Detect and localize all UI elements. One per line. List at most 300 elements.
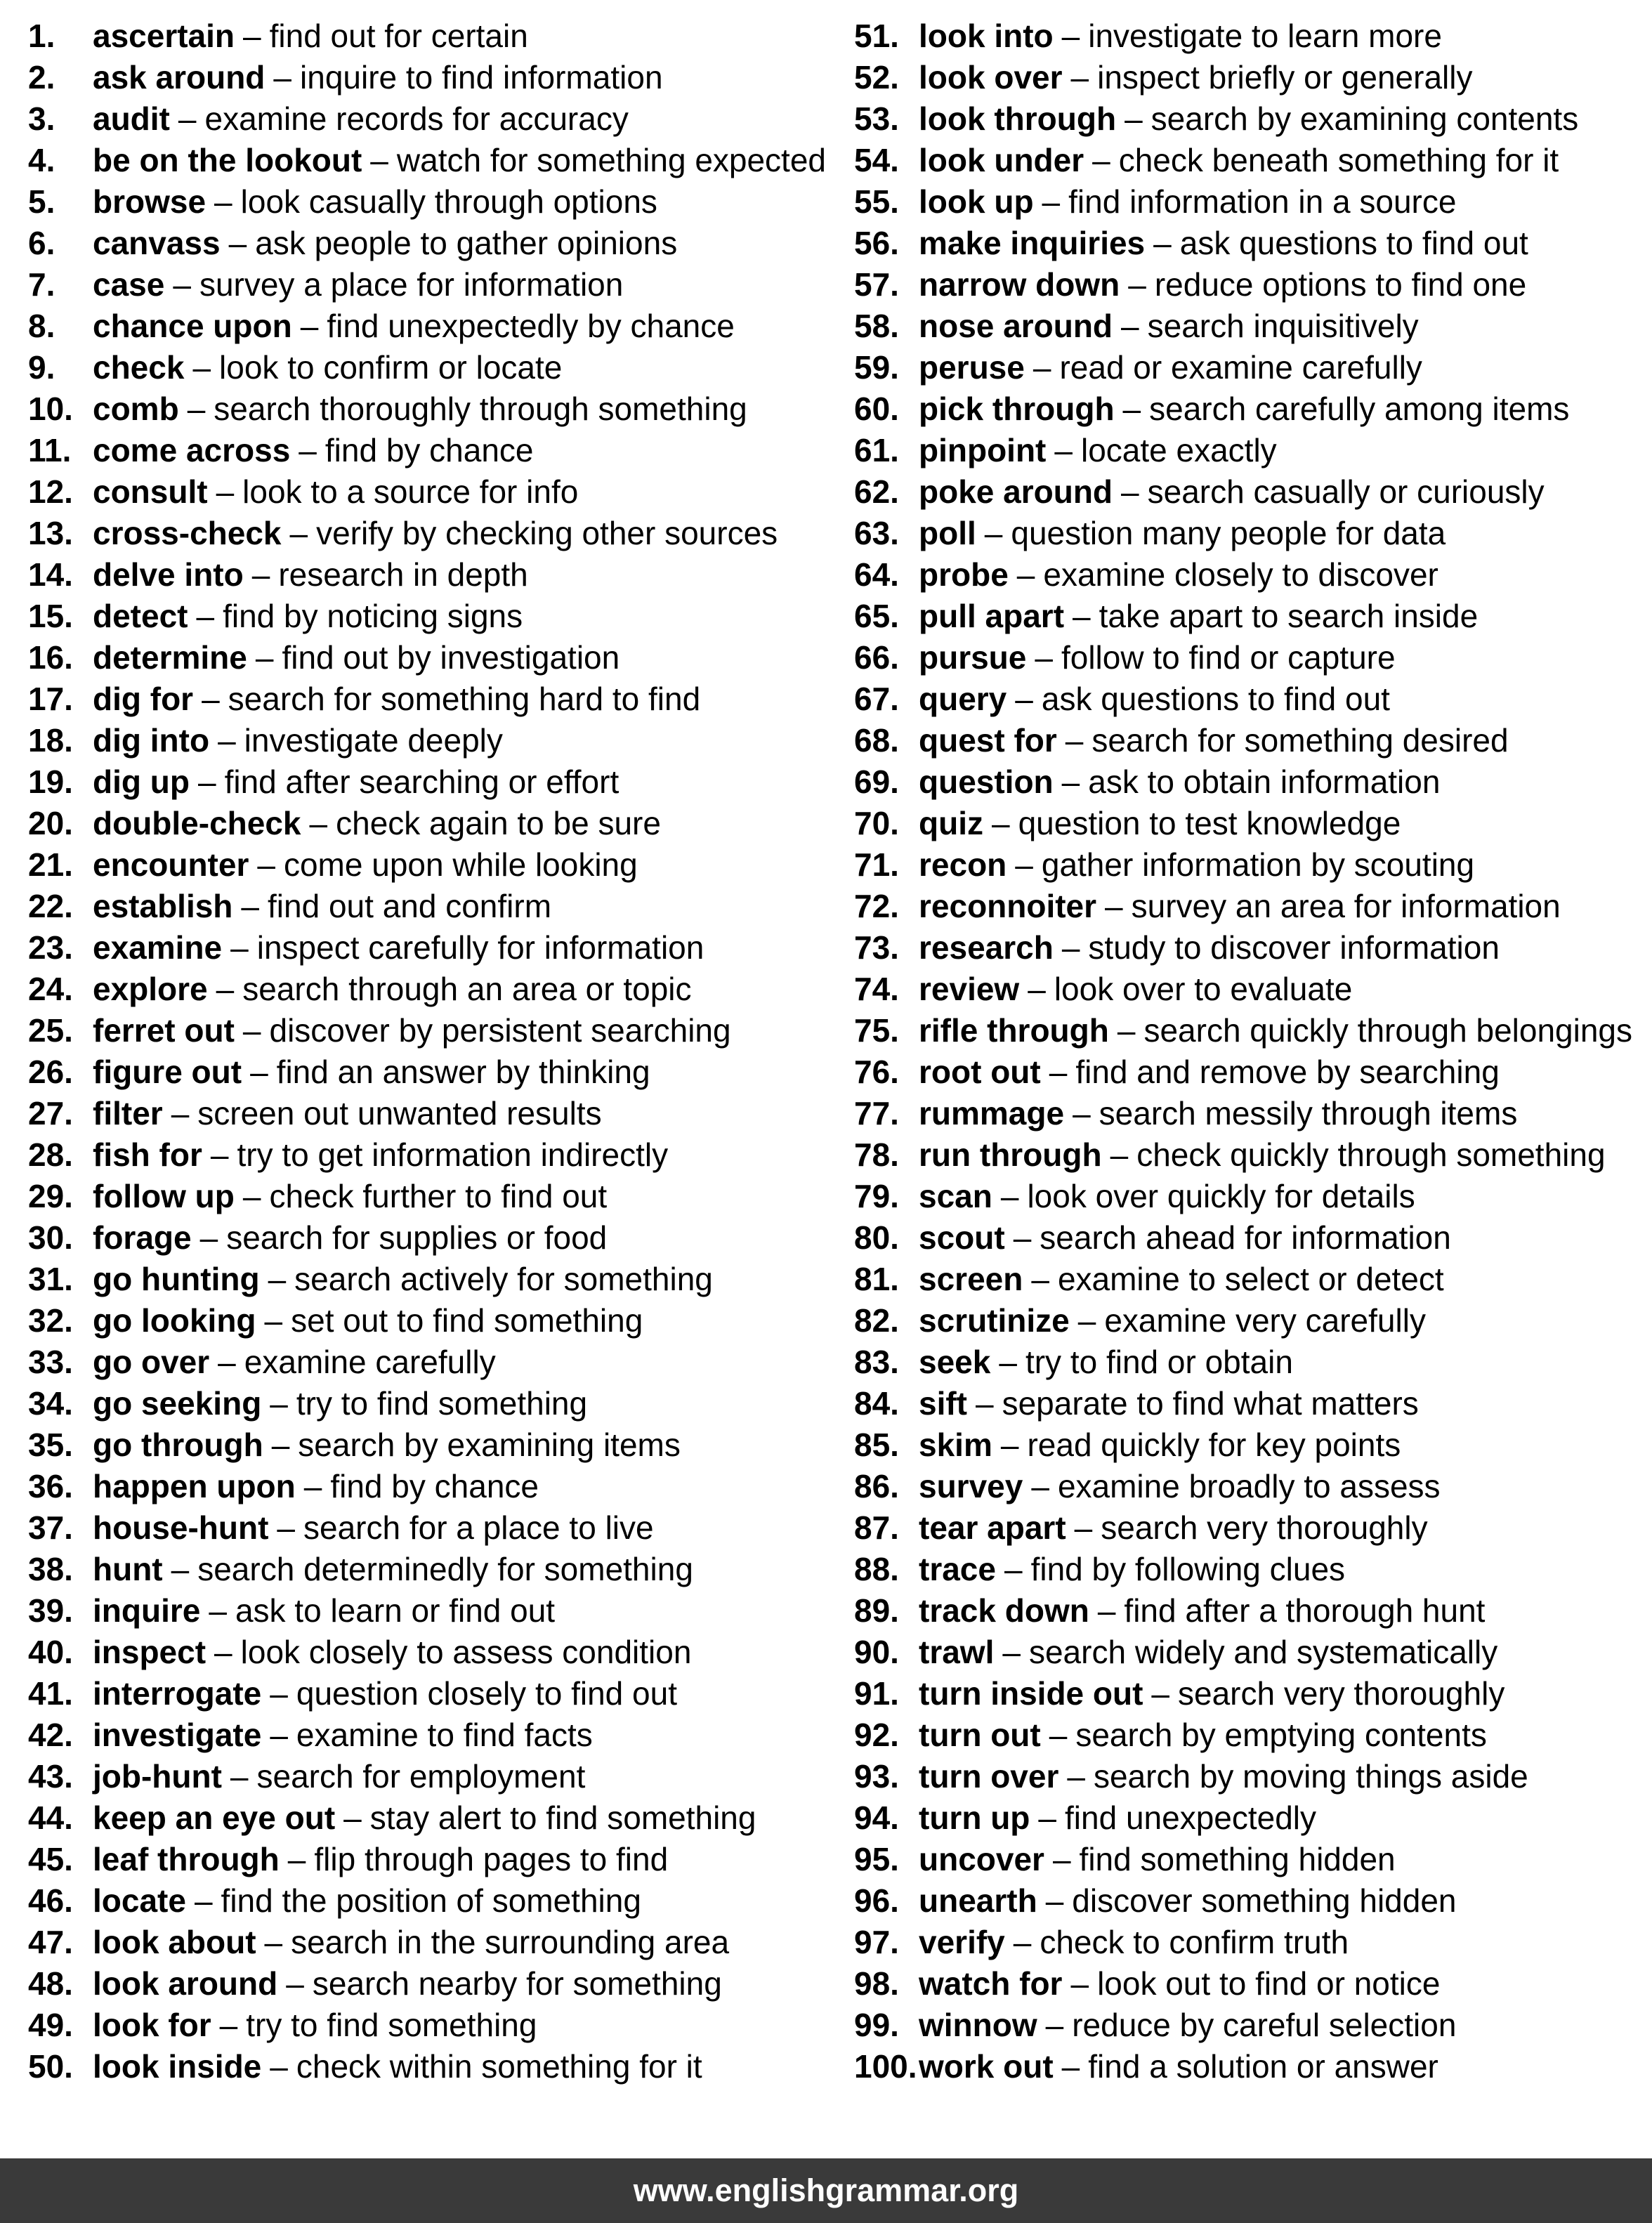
item-term: pursue	[919, 639, 1027, 676]
list-item	[826, 2005, 1652, 2046]
item-separator: –	[255, 639, 274, 676]
item-separator: –	[1000, 1178, 1019, 1214]
item-separator: –	[1015, 846, 1033, 883]
item-definition: try to find something	[246, 2007, 537, 2043]
item-definition: ask to learn or find out	[235, 1592, 556, 1629]
item-term: poll	[919, 515, 976, 551]
list-item	[0, 347, 826, 388]
item-definition: inspect briefly or generally	[1097, 59, 1473, 96]
list-item	[0, 1051, 826, 1093]
list-item	[0, 1673, 826, 1714]
item-number: 24.	[28, 971, 73, 1007]
item-number: 84.	[854, 1385, 899, 1422]
item-term: nose around	[919, 308, 1113, 344]
item-term: screen	[919, 1261, 1023, 1297]
list-item	[0, 1466, 826, 1507]
item-separator: –	[1061, 763, 1080, 800]
item-separator: –	[1045, 2007, 1064, 2043]
item-term: house-hunt	[93, 1509, 269, 1546]
item-term: filter	[93, 1095, 163, 1132]
item-separator: –	[286, 1965, 304, 2002]
item-number: 8.	[28, 308, 55, 344]
list-item	[0, 637, 826, 678]
item-term: determine	[93, 639, 247, 676]
item-term: browse	[93, 183, 206, 220]
item-number: 53.	[854, 100, 899, 137]
list-item	[0, 1383, 826, 1424]
item-separator: –	[194, 1882, 213, 1919]
item-definition: try to find or obtain	[1025, 1344, 1293, 1380]
item-number: 47.	[28, 1924, 73, 1960]
item-term: make inquiries	[919, 225, 1146, 261]
item-definition: examine to select or detect	[1057, 1261, 1444, 1297]
item-number: 89.	[854, 1592, 899, 1629]
item-term: pull apart	[919, 598, 1065, 634]
item-definition: search by examining contents	[1150, 100, 1579, 137]
item-separator: –	[1070, 59, 1089, 96]
item-definition: watch for something expected	[396, 142, 827, 178]
item-definition: look over to evaluate	[1054, 971, 1353, 1007]
item-separator: –	[178, 100, 197, 137]
item-definition: examine broadly to assess	[1057, 1468, 1441, 1504]
item-definition: search actively for something	[294, 1261, 713, 1297]
item-number: 68.	[854, 722, 899, 759]
item-definition: question to test knowledge	[1018, 805, 1401, 841]
item-term: comb	[93, 391, 179, 427]
item-term: trawl	[919, 1634, 995, 1670]
list-item	[826, 637, 1652, 678]
item-definition: search quickly through belongings	[1143, 1012, 1633, 1049]
item-term: go hunting	[93, 1261, 260, 1297]
item-term: dig for	[93, 681, 194, 717]
item-number: 13.	[28, 515, 73, 551]
item-separator: –	[1061, 18, 1080, 54]
item-term: cross-check	[93, 515, 282, 551]
item-number: 92.	[854, 1717, 899, 1753]
item-number: 40.	[28, 1634, 73, 1670]
list-item	[0, 1093, 826, 1134]
item-number: 80.	[854, 1219, 899, 1256]
item-term: look around	[93, 1965, 278, 2002]
item-separator: –	[210, 1136, 229, 1173]
item-definition: search in the surrounding area	[291, 1924, 730, 1960]
item-definition: survey an area for information	[1131, 888, 1561, 924]
item-term: trace	[919, 1551, 996, 1587]
item-term: scrutinize	[919, 1302, 1070, 1339]
item-term: survey	[919, 1468, 1023, 1504]
item-separator: –	[257, 846, 275, 883]
list-item	[826, 1963, 1652, 2005]
item-separator: –	[984, 515, 1003, 551]
item-separator: –	[1110, 1136, 1129, 1173]
item-separator: –	[271, 1427, 290, 1463]
item-term: go through	[93, 1427, 263, 1463]
item-separator: –	[230, 1758, 249, 1795]
item-number: 82.	[854, 1302, 899, 1339]
item-separator: –	[1073, 1095, 1091, 1132]
item-definition: find after searching or effort	[224, 763, 620, 800]
list-item	[0, 1963, 826, 2005]
list-item	[0, 1590, 826, 1632]
item-number: 4.	[28, 142, 55, 178]
item-number: 44.	[28, 1799, 73, 1836]
item-separator: –	[991, 805, 1010, 841]
list-item	[0, 1756, 826, 1797]
item-term: happen upon	[93, 1468, 296, 1504]
item-separator: –	[309, 805, 328, 841]
item-number: 87.	[854, 1509, 899, 1546]
item-definition: search very thoroughly	[1101, 1509, 1428, 1546]
item-number: 57.	[854, 266, 899, 303]
item-definition: set out to find something	[291, 1302, 643, 1339]
item-definition: look over quickly for details	[1027, 1178, 1415, 1214]
item-separator: –	[1070, 1965, 1089, 2002]
item-number: 88.	[854, 1551, 899, 1587]
list-item	[0, 844, 826, 886]
footer-url: www.englishgrammar.org	[633, 2172, 1019, 2208]
item-term: come across	[93, 432, 291, 468]
list-item	[826, 1797, 1652, 1839]
list-item	[0, 1839, 826, 1880]
item-separator: –	[1049, 1054, 1068, 1090]
item-definition: investigate to learn more	[1088, 18, 1442, 54]
item-separator: –	[1105, 888, 1123, 924]
list-item	[826, 1466, 1652, 1507]
item-term: skim	[919, 1427, 992, 1463]
item-definition: find the position of something	[221, 1882, 641, 1919]
item-definition: find out by investigation	[282, 639, 620, 676]
item-separator: –	[243, 18, 261, 54]
item-term: explore	[93, 971, 208, 1007]
item-term: watch for	[919, 1965, 1063, 2002]
list-item	[826, 1714, 1652, 1756]
list-item	[826, 347, 1652, 388]
item-separator: –	[1013, 1219, 1032, 1256]
item-separator: –	[1128, 266, 1146, 303]
item-term: scout	[919, 1219, 1005, 1256]
list-item	[826, 1549, 1652, 1590]
list-item	[826, 1922, 1652, 1963]
item-number: 20.	[28, 805, 73, 841]
item-number: 95.	[854, 1841, 899, 1877]
item-definition: verify by checking other sources	[316, 515, 778, 551]
list-item	[826, 720, 1652, 761]
list-item	[826, 98, 1652, 140]
item-number: 76.	[854, 1054, 899, 1090]
item-number: 94.	[854, 1799, 899, 1836]
item-definition: discover by persistent searching	[269, 1012, 731, 1049]
item-definition: check quickly through something	[1136, 1136, 1606, 1173]
item-number: 81.	[854, 1261, 899, 1297]
item-definition: search for employment	[256, 1758, 586, 1795]
item-term: interrogate	[93, 1675, 262, 1712]
item-definition: find unexpectedly by chance	[327, 308, 735, 344]
item-number: 54.	[854, 142, 899, 178]
item-definition: follow to find or capture	[1061, 639, 1396, 676]
item-definition: search by moving things aside	[1093, 1758, 1528, 1795]
item-definition: find information in a source	[1068, 183, 1457, 220]
item-number: 60.	[854, 391, 899, 427]
list-item	[826, 1010, 1652, 1051]
item-separator: –	[264, 1924, 283, 1960]
item-number: 75.	[854, 1012, 899, 1049]
item-number: 21.	[28, 846, 73, 883]
item-term: ask around	[93, 59, 266, 96]
item-definition: examine to find facts	[296, 1717, 593, 1753]
item-term: job-hunt	[93, 1758, 222, 1795]
item-definition: search casually or curiously	[1147, 473, 1545, 510]
list-item	[0, 886, 826, 927]
item-number: 52.	[854, 59, 899, 96]
item-number: 34.	[28, 1385, 73, 1422]
item-term: quest for	[919, 722, 1057, 759]
item-separator: –	[228, 225, 247, 261]
item-number: 2.	[28, 59, 55, 96]
item-separator: –	[241, 888, 260, 924]
item-number: 16.	[28, 639, 73, 676]
item-separator: –	[192, 349, 211, 386]
item-number: 27.	[28, 1095, 73, 1132]
item-term: be on the lookout	[93, 142, 362, 178]
list-item	[0, 678, 826, 720]
item-term: tear apart	[919, 1509, 1066, 1546]
item-separator: –	[196, 598, 215, 634]
item-number: 6.	[28, 225, 55, 261]
item-definition: search widely and systematically	[1028, 1634, 1498, 1670]
item-number: 37.	[28, 1509, 73, 1546]
item-separator: –	[219, 2007, 238, 2043]
item-term: turn up	[919, 1799, 1030, 1836]
item-definition: search inquisitively	[1147, 308, 1419, 344]
list-item	[826, 430, 1652, 471]
item-separator: –	[1122, 391, 1141, 427]
item-definition: search by emptying contents	[1075, 1717, 1487, 1753]
list-item	[0, 969, 826, 1010]
list-item	[826, 761, 1652, 803]
item-separator: –	[303, 1468, 322, 1504]
list-item	[826, 1507, 1652, 1549]
item-definition: search through an area or topic	[242, 971, 692, 1007]
item-separator: –	[1097, 1592, 1116, 1629]
item-definition: find by chance	[324, 432, 534, 468]
item-term: go seeking	[93, 1385, 262, 1422]
item-separator: –	[1121, 473, 1139, 510]
list-item	[0, 803, 826, 844]
list-item	[0, 430, 826, 471]
item-term: rummage	[919, 1095, 1065, 1132]
item-term: look inside	[93, 2048, 262, 2085]
list-item	[826, 1880, 1652, 1922]
item-definition: locate exactly	[1080, 432, 1277, 468]
item-separator: –	[1049, 1717, 1068, 1753]
list-item	[0, 1714, 826, 1756]
item-term: uncover	[919, 1841, 1044, 1877]
item-number: 15.	[28, 598, 73, 634]
item-term: review	[919, 971, 1020, 1007]
item-number: 26.	[28, 1054, 73, 1090]
item-term: consult	[93, 473, 208, 510]
item-separator: –	[1054, 432, 1073, 468]
list-item	[826, 223, 1652, 264]
list-item	[826, 1632, 1652, 1673]
item-definition: try to find something	[296, 1385, 588, 1422]
item-number: 41.	[28, 1675, 73, 1712]
item-number: 5.	[28, 183, 55, 220]
item-number: 46.	[28, 1882, 73, 1919]
list-item	[826, 388, 1652, 430]
item-definition: search thoroughly through something	[214, 391, 747, 427]
item-definition: search ahead for information	[1040, 1219, 1451, 1256]
item-separator: –	[1153, 225, 1172, 261]
item-number: 61.	[854, 432, 899, 468]
item-separator: –	[1045, 1882, 1064, 1919]
item-term: look about	[93, 1924, 256, 1960]
item-separator: –	[1061, 929, 1080, 966]
list-item	[826, 844, 1652, 886]
item-number: 30.	[28, 1219, 73, 1256]
item-definition: examine records for accuracy	[204, 100, 629, 137]
item-term: winnow	[919, 2007, 1037, 2043]
item-separator: –	[218, 722, 236, 759]
item-number: 78.	[854, 1136, 899, 1173]
item-number: 85.	[854, 1427, 899, 1463]
item-term: research	[919, 929, 1054, 966]
item-number: 28.	[28, 1136, 73, 1173]
item-separator: –	[251, 556, 270, 593]
item-definition: search determinedly for something	[197, 1551, 693, 1587]
item-term: root out	[919, 1054, 1041, 1090]
item-separator: –	[171, 1551, 190, 1587]
item-number: 9.	[28, 349, 55, 386]
list-item	[0, 2046, 826, 2087]
list-item	[826, 1217, 1652, 1259]
list-item	[826, 1342, 1652, 1383]
item-number: 22.	[28, 888, 73, 924]
list-item	[826, 1839, 1652, 1880]
item-number: 77.	[854, 1095, 899, 1132]
item-term: hunt	[93, 1551, 163, 1587]
item-separator: –	[197, 763, 216, 800]
list-item	[826, 1300, 1652, 1342]
item-definition: research in depth	[278, 556, 528, 593]
item-definition: find and remove by searching	[1075, 1054, 1500, 1090]
item-definition: search for something desired	[1092, 722, 1509, 759]
list-item	[826, 513, 1652, 554]
item-term: go over	[93, 1344, 210, 1380]
item-separator: –	[250, 1054, 268, 1090]
item-definition: look to a source for info	[242, 473, 579, 510]
list-item	[0, 1549, 826, 1590]
item-term: keep an eye out	[93, 1799, 336, 1836]
item-term: detect	[93, 598, 188, 634]
item-number: 11.	[28, 432, 72, 468]
item-definition: discover something hidden	[1072, 1882, 1457, 1919]
item-definition: take apart to search inside	[1099, 598, 1479, 634]
item-definition: reduce options to find one	[1154, 266, 1527, 303]
item-number: 67.	[854, 681, 899, 717]
item-definition: find out for certain	[269, 18, 528, 54]
item-definition: separate to find what matters	[1002, 1385, 1419, 1422]
item-term: forage	[93, 1219, 192, 1256]
list-item	[0, 1507, 826, 1549]
item-number: 91.	[854, 1675, 899, 1712]
item-number: 31.	[28, 1261, 73, 1297]
item-definition: search carefully among items	[1149, 391, 1570, 427]
item-number: 1.	[28, 18, 55, 54]
item-separator: –	[1151, 1675, 1170, 1712]
item-definition: examine carefully	[244, 1344, 496, 1380]
item-term: look under	[919, 142, 1084, 178]
list-item	[0, 1797, 826, 1839]
item-number: 10.	[28, 391, 73, 427]
list-item	[0, 471, 826, 513]
item-separator: –	[171, 1095, 190, 1132]
item-separator: –	[1035, 639, 1053, 676]
list-item	[0, 1342, 826, 1383]
list-item	[0, 223, 826, 264]
item-term: encounter	[93, 846, 249, 883]
item-term: ferret out	[93, 1012, 235, 1049]
item-term: turn inside out	[919, 1675, 1143, 1712]
item-term: run through	[919, 1136, 1102, 1173]
item-separator: –	[1032, 349, 1051, 386]
item-term: go looking	[93, 1302, 256, 1339]
item-term: inquire	[93, 1592, 201, 1629]
item-definition: check within something for it	[296, 2048, 702, 2085]
item-number: 51.	[854, 18, 899, 54]
item-term: seek	[919, 1344, 991, 1380]
item-term: reconnoiter	[919, 888, 1097, 924]
item-separator: –	[1013, 1924, 1032, 1960]
item-separator: –	[1004, 1551, 1023, 1587]
list-item	[0, 1217, 826, 1259]
list-item	[826, 969, 1652, 1010]
item-separator: –	[1117, 1012, 1136, 1049]
item-definition: search messily through items	[1099, 1095, 1518, 1132]
item-number: 50.	[28, 2048, 73, 2085]
item-definition: find a solution or answer	[1088, 2048, 1438, 2085]
item-term: delve into	[93, 556, 244, 593]
item-definition: find something hidden	[1079, 1841, 1396, 1877]
list-item	[0, 1010, 826, 1051]
item-separator: –	[218, 1344, 236, 1380]
item-term: recon	[919, 846, 1007, 883]
item-term: double-check	[93, 805, 301, 841]
list-item	[826, 927, 1652, 969]
item-term: look for	[93, 2007, 211, 2043]
item-number: 74.	[854, 971, 899, 1007]
list-item	[0, 554, 826, 596]
item-separator: –	[299, 432, 317, 468]
item-separator: –	[1121, 308, 1139, 344]
item-term: look into	[919, 18, 1054, 54]
item-term: look up	[919, 183, 1034, 220]
item-definition: find an answer by thinking	[276, 1054, 650, 1090]
item-term: fish for	[93, 1136, 202, 1173]
item-definition: stay alert to find something	[369, 1799, 756, 1836]
list-item	[0, 140, 826, 181]
item-term: case	[93, 266, 165, 303]
item-definition: investigate deeply	[244, 722, 503, 759]
item-number: 66.	[854, 639, 899, 676]
list-item	[826, 678, 1652, 720]
item-definition: question closely to find out	[296, 1675, 677, 1712]
item-definition: ask questions to find out	[1179, 225, 1528, 261]
item-separator: –	[216, 971, 235, 1007]
item-number: 14.	[28, 556, 73, 593]
list-item	[0, 1176, 826, 1217]
item-number: 3.	[28, 100, 55, 137]
